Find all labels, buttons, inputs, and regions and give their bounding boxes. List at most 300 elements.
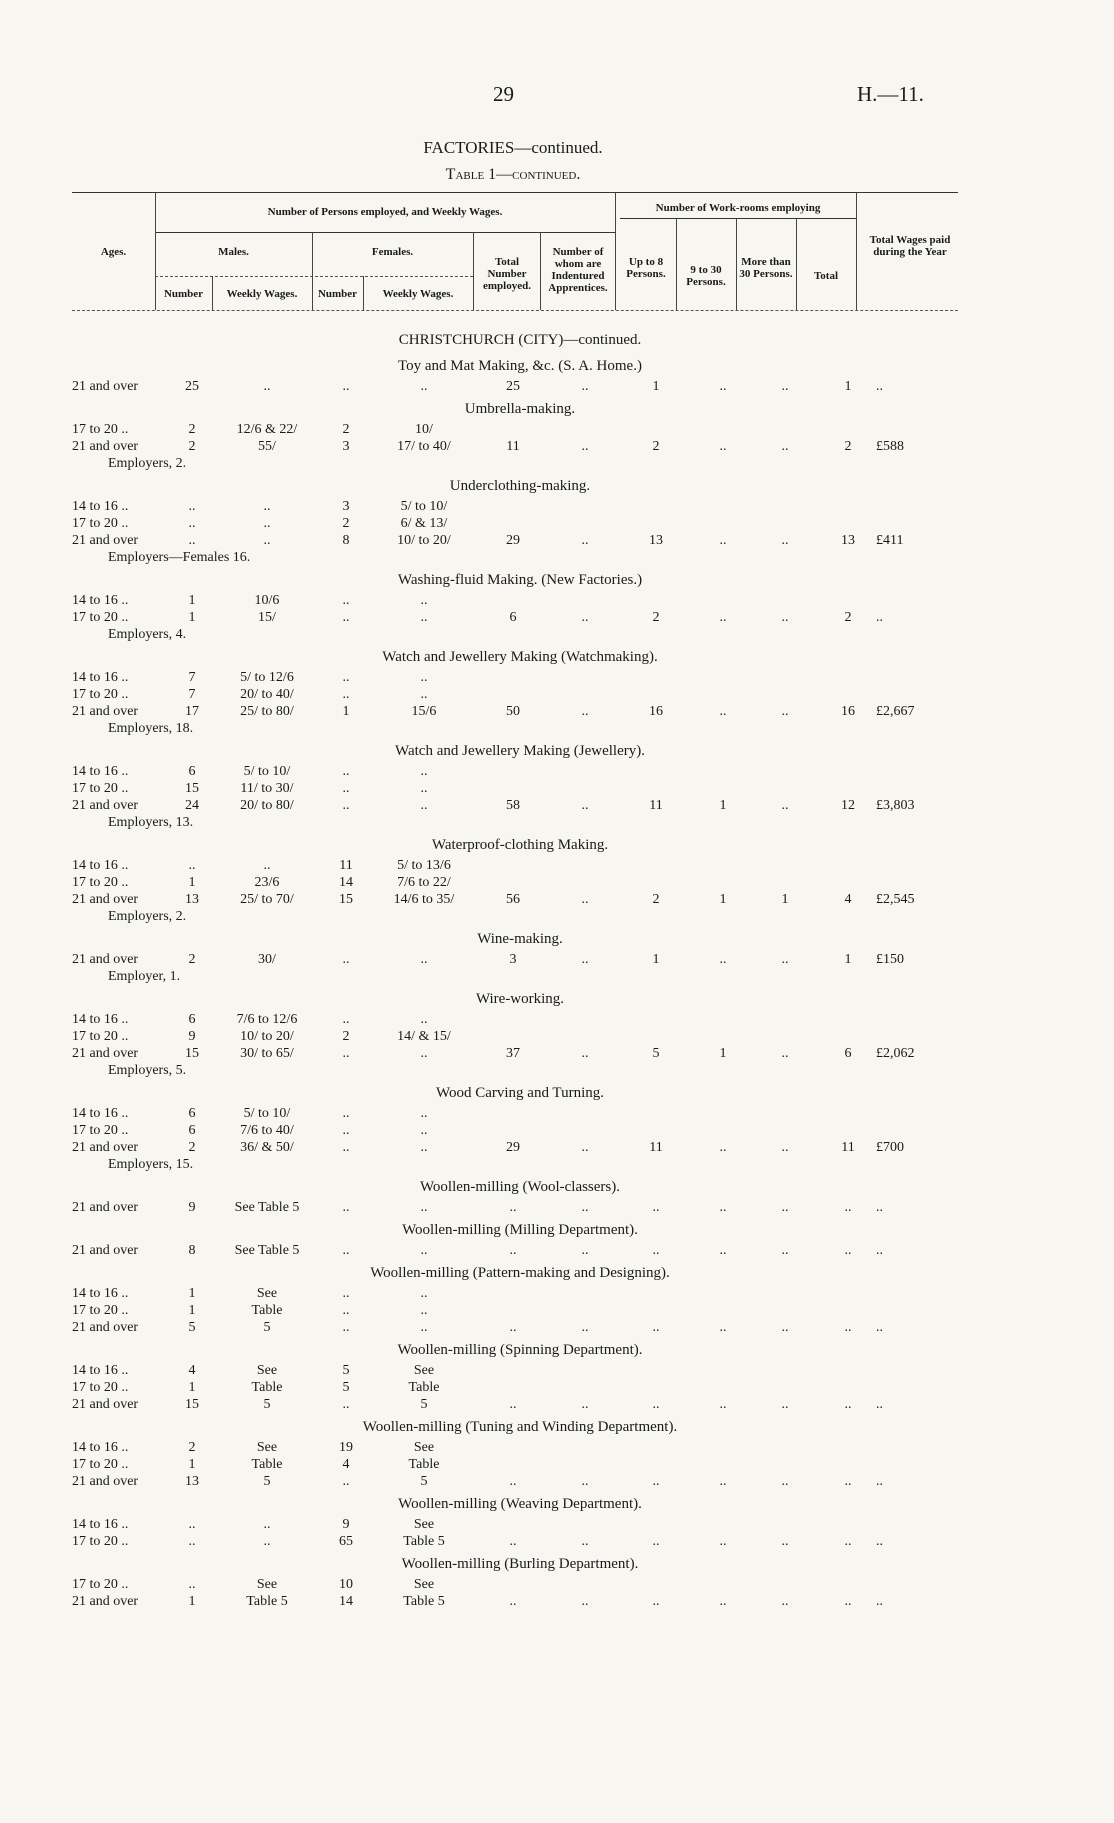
- apprentices-cell: ..: [581, 952, 589, 967]
- more-than-30-cell: ..: [781, 1594, 789, 1609]
- employers-row: [0, 1062, 1114, 1079]
- table-row: [0, 1011, 1114, 1028]
- employers-text: Employers—Females 16.: [108, 550, 251, 565]
- section-title: [0, 925, 1114, 951]
- employers-row: [0, 968, 1114, 985]
- male-wages-cell: See: [256, 1363, 278, 1378]
- total-wages-cell: ..: [876, 1397, 883, 1412]
- header-male-wages: Weekly Wages.: [226, 288, 298, 300]
- age-cell: 21 and over: [72, 1320, 139, 1335]
- female-wages-cell: ..: [420, 610, 428, 625]
- age-cell: 17 to 20 ..: [72, 1534, 129, 1549]
- female-number-cell: 3: [342, 499, 350, 514]
- female-wages-cell: Table 5: [403, 1534, 445, 1549]
- up-to-8-cell: ..: [652, 1243, 660, 1258]
- section-title-text: Woollen-milling (Wool-classers).: [419, 1179, 621, 1195]
- male-wages-cell: 30/: [258, 952, 276, 967]
- up-to-8-cell: ..: [652, 1200, 660, 1215]
- male-number-cell: 8: [188, 1243, 196, 1258]
- age-cell: 21 and over: [72, 704, 139, 719]
- female-wages-cell: ..: [420, 1243, 428, 1258]
- nine-to-30-cell: ..: [719, 952, 727, 967]
- age-cell: 14 to 16 ..: [72, 499, 129, 514]
- female-wages-cell: 14/ & 15/: [397, 1029, 451, 1044]
- header-9-to-30: 9 to 30 Persons.: [686, 264, 726, 288]
- up-to-8-cell: 5: [652, 1046, 660, 1061]
- male-number-cell: ..: [188, 533, 196, 548]
- header-males: Males.: [218, 246, 249, 258]
- male-number-cell: 15: [185, 1046, 199, 1061]
- total-employed-cell: ..: [509, 1594, 517, 1609]
- male-number-cell: 1: [188, 1594, 196, 1609]
- workrooms-total-cell: ..: [844, 1397, 852, 1412]
- male-wages-cell: 20/ to 40/: [240, 687, 294, 702]
- nine-to-30-cell: 1: [719, 1046, 727, 1061]
- table-row: [0, 797, 1114, 814]
- female-number-cell: ..: [342, 593, 350, 608]
- total-employed-cell: ..: [509, 1534, 517, 1549]
- female-number-cell: 2: [342, 516, 350, 531]
- table-row: [0, 857, 1114, 874]
- male-number-cell: 13: [185, 892, 199, 907]
- total-wages-cell: £2,545: [876, 892, 915, 907]
- section-title: [0, 1336, 1114, 1362]
- header-bottom-rule: [72, 310, 958, 311]
- male-wages-cell: 5: [263, 1474, 271, 1489]
- apprentices-cell: ..: [581, 1397, 589, 1412]
- section-title-text: Wood Carving and Turning.: [436, 1085, 604, 1101]
- age-cell: 21 and over: [72, 1243, 139, 1258]
- table-row: [0, 421, 1114, 438]
- more-than-30-cell: ..: [781, 1320, 789, 1335]
- age-cell: 17 to 20 ..: [72, 1029, 129, 1044]
- male-wages-cell: 12/6 & 22/: [236, 422, 298, 437]
- male-wages-cell: 7/6 to 40/: [240, 1123, 294, 1138]
- male-wages-cell: 55/: [258, 439, 276, 454]
- male-number-cell: 2: [188, 952, 196, 967]
- male-number-cell: 9: [188, 1200, 196, 1215]
- total-wages-cell: ..: [876, 1200, 883, 1215]
- female-wages-cell: 5/ to 13/6: [397, 858, 451, 873]
- apprentices-cell: ..: [581, 610, 589, 625]
- header-sub-rule: [155, 276, 473, 277]
- female-wages-cell: ..: [420, 379, 428, 394]
- age-cell: 14 to 16 ..: [72, 858, 129, 873]
- female-wages-cell: Table 5: [403, 1594, 445, 1609]
- header-divider: [473, 232, 474, 310]
- age-cell: 21 and over: [72, 1200, 139, 1215]
- age-cell: 14 to 16 ..: [72, 1286, 129, 1301]
- male-wages-cell: ..: [263, 516, 271, 531]
- female-number-cell: ..: [342, 1320, 350, 1335]
- female-number-cell: ..: [342, 1243, 350, 1258]
- table-row: [0, 686, 1114, 703]
- header-persons-group: Number of Persons employed, and Weekly Wages.: [267, 206, 503, 218]
- age-cell: 21 and over: [72, 1046, 139, 1061]
- total-employed-cell: 58: [506, 798, 520, 813]
- female-wages-cell: ..: [420, 593, 428, 608]
- age-cell: 14 to 16 ..: [72, 593, 129, 608]
- male-number-cell: 7: [188, 687, 196, 702]
- nine-to-30-cell: ..: [719, 610, 727, 625]
- age-cell: 17 to 20 ..: [72, 1303, 129, 1318]
- male-number-cell: 6: [188, 1123, 196, 1138]
- workrooms-total-cell: 1: [844, 379, 852, 394]
- table-row: [0, 1199, 1114, 1216]
- male-wages-cell: 5: [263, 1320, 271, 1335]
- apprentices-cell: ..: [581, 1594, 589, 1609]
- female-number-cell: 2: [342, 1029, 350, 1044]
- age-cell: 17 to 20 ..: [72, 1380, 129, 1395]
- table-row: [0, 1576, 1114, 1593]
- section-title-text: Woollen-milling (Burling Department).: [401, 1556, 639, 1572]
- header-workrooms-group: Number of Work-rooms employing: [655, 202, 821, 214]
- workrooms-total-cell: ..: [844, 1474, 852, 1489]
- total-employed-cell: 29: [506, 533, 520, 548]
- table-row: [0, 1302, 1114, 1319]
- age-cell: 17 to 20 ..: [72, 1123, 129, 1138]
- header-total-employed: Total Number employed.: [483, 256, 531, 292]
- employers-text: Employers, 4.: [108, 627, 187, 642]
- employers-text: Employers, 13.: [108, 815, 194, 830]
- female-wages-cell: ..: [420, 781, 428, 796]
- female-wages-cell: ..: [420, 670, 428, 685]
- total-employed-cell: 50: [506, 704, 520, 719]
- female-wages-cell: ..: [420, 1012, 428, 1027]
- female-wages-cell: ..: [420, 1140, 428, 1155]
- nine-to-30-cell: ..: [719, 1140, 727, 1155]
- workrooms-total-cell: ..: [844, 1534, 852, 1549]
- header-female-wages: Weekly Wages.: [382, 288, 454, 300]
- female-wages-cell: 14/6 to 35/: [393, 892, 455, 907]
- more-than-30-cell: ..: [781, 1474, 789, 1489]
- total-wages-cell: ..: [876, 1474, 883, 1489]
- female-number-cell: 4: [342, 1457, 350, 1472]
- table-row: [0, 951, 1114, 968]
- female-number-cell: 8: [342, 533, 350, 548]
- header-divider: [856, 192, 857, 310]
- female-number-cell: 9: [342, 1517, 350, 1532]
- age-cell: 14 to 16 ..: [72, 1517, 129, 1532]
- more-than-30-cell: ..: [781, 1243, 789, 1258]
- age-cell: 21 and over: [72, 439, 139, 454]
- more-than-30-cell: ..: [781, 1397, 789, 1412]
- female-number-cell: 19: [339, 1440, 353, 1455]
- total-wages-cell: £700: [876, 1140, 904, 1155]
- female-number-cell: ..: [342, 1397, 350, 1412]
- male-wages-cell: See: [256, 1577, 278, 1592]
- age-cell: 21 and over: [72, 952, 139, 967]
- header-divider: [796, 218, 797, 310]
- male-wages-cell: Table: [251, 1457, 283, 1472]
- table-row: [0, 1456, 1114, 1473]
- section-title-text: Umbrella-making.: [464, 401, 576, 417]
- more-than-30-cell: ..: [781, 439, 789, 454]
- female-wages-cell: 10/: [415, 422, 433, 437]
- header-divider: [736, 218, 737, 310]
- male-number-cell: 6: [188, 764, 196, 779]
- male-wages-cell: 5/ to 12/6: [240, 670, 294, 685]
- total-employed-cell: 29: [506, 1140, 520, 1155]
- female-wages-cell: 5/ to 10/: [400, 499, 448, 514]
- female-number-cell: ..: [342, 1474, 350, 1489]
- section-title: [0, 1173, 1114, 1199]
- total-employed-cell: 56: [506, 892, 520, 907]
- age-cell: 21 and over: [72, 1140, 139, 1155]
- table-row: [0, 609, 1114, 626]
- region-heading: CHRISTCHURCH (CITY)—continued.: [398, 332, 642, 348]
- apprentices-cell: ..: [581, 1320, 589, 1335]
- male-wages-cell: ..: [263, 499, 271, 514]
- female-number-cell: 14: [339, 1594, 353, 1609]
- header-top-rule: [72, 192, 958, 193]
- up-to-8-cell: ..: [652, 1320, 660, 1335]
- up-to-8-cell: 16: [649, 704, 663, 719]
- table-row: [0, 515, 1114, 532]
- male-number-cell: 17: [185, 704, 199, 719]
- age-cell: 21 and over: [72, 533, 139, 548]
- section-title-text: Wine-making.: [477, 931, 563, 947]
- male-number-cell: 2: [188, 1140, 196, 1155]
- table-row: [0, 1593, 1114, 1610]
- up-to-8-cell: ..: [652, 1474, 660, 1489]
- table-row: [0, 703, 1114, 720]
- male-number-cell: 1: [188, 1303, 196, 1318]
- age-cell: 14 to 16 ..: [72, 670, 129, 685]
- male-wages-cell: Table: [251, 1380, 283, 1395]
- up-to-8-cell: 11: [649, 798, 663, 813]
- table-row: [0, 438, 1114, 455]
- nine-to-30-cell: ..: [719, 704, 727, 719]
- male-number-cell: 2: [188, 439, 196, 454]
- female-wages-cell: 17/ to 40/: [397, 439, 451, 454]
- male-wages-cell: See: [256, 1286, 278, 1301]
- male-wages-cell: 25/ to 70/: [240, 892, 294, 907]
- male-number-cell: 1: [188, 1286, 196, 1301]
- employers-text: Employers, 2.: [108, 456, 187, 471]
- table-row: [0, 891, 1114, 908]
- male-wages-cell: ..: [263, 379, 271, 394]
- workrooms-rule: [620, 218, 856, 219]
- table-row: [0, 592, 1114, 609]
- female-wages-cell: 6/ & 13/: [400, 516, 448, 531]
- table-row: [0, 378, 1114, 395]
- workrooms-total-cell: 12: [841, 798, 855, 813]
- up-to-8-cell: 1: [652, 952, 660, 967]
- total-wages-cell: £3,803: [876, 798, 915, 813]
- up-to-8-cell: 2: [652, 439, 660, 454]
- table-row: [0, 763, 1114, 780]
- header-divider: [676, 218, 677, 310]
- section-title-text: Woollen-milling (Milling Department).: [402, 1222, 638, 1238]
- apprentices-cell: ..: [581, 1140, 589, 1155]
- section-title-text: Watch and Jewellery Making (Jewellery).: [395, 743, 645, 759]
- more-than-30-cell: 1: [781, 892, 789, 907]
- female-wages-cell: 7/6 to 22/: [397, 875, 451, 890]
- male-wages-cell: Table: [251, 1303, 283, 1318]
- more-than-30-cell: ..: [781, 1534, 789, 1549]
- female-number-cell: ..: [342, 610, 350, 625]
- male-number-cell: 15: [185, 781, 199, 796]
- more-than-30-cell: ..: [781, 704, 789, 719]
- male-number-cell: 1: [188, 593, 196, 608]
- male-wages-cell: 10/6: [254, 593, 280, 608]
- age-cell: 21 and over: [72, 1397, 139, 1412]
- table-row: [0, 1045, 1114, 1062]
- total-employed-cell: 11: [506, 439, 520, 454]
- table-row: [0, 1396, 1114, 1413]
- male-number-cell: 1: [188, 1380, 196, 1395]
- workrooms-total-cell: 1: [844, 952, 852, 967]
- up-to-8-cell: 11: [649, 1140, 663, 1155]
- section-title-text: Woollen-milling (Tuning and Winding Department).: [362, 1419, 678, 1435]
- table-row: [0, 532, 1114, 549]
- male-number-cell: 15: [185, 1397, 199, 1412]
- employers-row: [0, 549, 1114, 566]
- up-to-8-cell: 1: [652, 379, 660, 394]
- male-number-cell: 7: [188, 670, 196, 685]
- male-number-cell: 4: [188, 1363, 196, 1378]
- apprentices-cell: ..: [581, 798, 589, 813]
- employers-text: Employers, 5.: [108, 1063, 187, 1078]
- female-number-cell: ..: [342, 1012, 350, 1027]
- apprentices-cell: ..: [581, 1046, 589, 1061]
- section-title: [0, 1259, 1114, 1285]
- employers-text: Employers, 15.: [108, 1157, 194, 1172]
- female-wages-cell: ..: [420, 952, 428, 967]
- male-number-cell: 5: [188, 1320, 196, 1335]
- nine-to-30-cell: 1: [719, 798, 727, 813]
- total-employed-cell: ..: [509, 1474, 517, 1489]
- nine-to-30-cell: ..: [719, 1397, 727, 1412]
- table-row: [0, 1105, 1114, 1122]
- section-title: [0, 566, 1114, 592]
- female-wages-cell: Table: [408, 1457, 440, 1472]
- male-number-cell: 1: [188, 1457, 196, 1472]
- workrooms-total-cell: 2: [844, 610, 852, 625]
- age-cell: 21 and over: [72, 1594, 139, 1609]
- more-than-30-cell: ..: [781, 952, 789, 967]
- male-wages-cell: See Table 5: [234, 1200, 300, 1215]
- nine-to-30-cell: ..: [719, 533, 727, 548]
- workrooms-total-cell: ..: [844, 1243, 852, 1258]
- female-wages-cell: 15/6: [411, 704, 437, 719]
- header-total: Total: [813, 270, 839, 282]
- male-wages-cell: Table 5: [246, 1594, 288, 1609]
- up-to-8-cell: 13: [649, 533, 663, 548]
- female-number-cell: ..: [342, 687, 350, 702]
- male-number-cell: 9: [188, 1029, 196, 1044]
- section-title-text: Woollen-milling (Spinning Department).: [397, 1342, 643, 1358]
- female-number-cell: 11: [339, 858, 353, 873]
- female-wages-cell: Table: [408, 1380, 440, 1395]
- female-number-cell: ..: [342, 1046, 350, 1061]
- apprentices-cell: ..: [581, 1243, 589, 1258]
- apprentices-cell: ..: [581, 892, 589, 907]
- employers-row: [0, 455, 1114, 472]
- age-cell: 14 to 16 ..: [72, 1012, 129, 1027]
- female-wages-cell: See: [413, 1440, 435, 1455]
- female-wages-cell: 10/ to 20/: [397, 533, 451, 548]
- apprentices-cell: ..: [581, 1534, 589, 1549]
- total-employed-cell: ..: [509, 1200, 517, 1215]
- age-cell: 14 to 16 ..: [72, 1363, 129, 1378]
- female-wages-cell: ..: [420, 1123, 428, 1138]
- female-number-cell: 14: [339, 875, 353, 890]
- employers-row: [0, 814, 1114, 831]
- employers-text: Employers, 2.: [108, 909, 187, 924]
- nine-to-30-cell: ..: [719, 1320, 727, 1335]
- male-number-cell: 13: [185, 1474, 199, 1489]
- female-number-cell: ..: [342, 670, 350, 685]
- apprentices-cell: ..: [581, 533, 589, 548]
- male-number-cell: ..: [188, 499, 196, 514]
- table-body: [0, 352, 1114, 1610]
- header-divider: [540, 232, 541, 310]
- female-number-cell: 2: [342, 422, 350, 437]
- female-wages-cell: See: [413, 1363, 435, 1378]
- female-number-cell: 5: [342, 1363, 350, 1378]
- female-number-cell: ..: [342, 1140, 350, 1155]
- male-wages-cell: 11/ to 30/: [240, 781, 294, 796]
- header-group-rule: [155, 232, 615, 233]
- female-wages-cell: ..: [420, 1286, 428, 1301]
- section-title-text: Waterproof-clothing Making.: [431, 837, 609, 853]
- apprentices-cell: ..: [581, 379, 589, 394]
- section-title-text: Woollen-milling (Pattern-making and Designing).: [370, 1265, 670, 1281]
- male-wages-cell: ..: [263, 1534, 271, 1549]
- section-title-text: Washing-fluid Making. (New Factories.): [397, 572, 643, 588]
- section-title: [0, 643, 1114, 669]
- female-number-cell: 3: [342, 439, 350, 454]
- header-female-number: Number: [317, 288, 358, 300]
- workrooms-total-cell: ..: [844, 1200, 852, 1215]
- male-number-cell: 2: [188, 422, 196, 437]
- age-cell: 14 to 16 ..: [72, 1440, 129, 1455]
- nine-to-30-cell: ..: [719, 1594, 727, 1609]
- apprentices-cell: ..: [581, 704, 589, 719]
- header-male-number: Number: [163, 288, 204, 300]
- male-number-cell: ..: [188, 1577, 196, 1592]
- age-cell: 17 to 20 ..: [72, 781, 129, 796]
- male-wages-cell: ..: [263, 858, 271, 873]
- workrooms-total-cell: ..: [844, 1320, 852, 1335]
- male-wages-cell: ..: [263, 533, 271, 548]
- header-apprentices: Number of whom are Indentured Apprentices.: [548, 246, 608, 294]
- section-title: [0, 1079, 1114, 1105]
- section-title: [0, 472, 1114, 498]
- age-cell: 21 and over: [72, 798, 139, 813]
- male-wages-cell: 5/ to 10/: [243, 1106, 291, 1121]
- male-number-cell: ..: [188, 516, 196, 531]
- female-wages-cell: ..: [420, 1106, 428, 1121]
- male-wages-cell: 36/ & 50/: [240, 1140, 294, 1155]
- up-to-8-cell: 2: [652, 892, 660, 907]
- total-employed-cell: ..: [509, 1320, 517, 1335]
- female-number-cell: ..: [342, 952, 350, 967]
- female-number-cell: 1: [342, 704, 350, 719]
- section-title: [0, 985, 1114, 1011]
- employers-row: [0, 908, 1114, 925]
- total-employed-cell: 37: [506, 1046, 520, 1061]
- nine-to-30-cell: ..: [719, 379, 727, 394]
- female-number-cell: ..: [342, 1200, 350, 1215]
- female-wages-cell: ..: [420, 1303, 428, 1318]
- apprentices-cell: ..: [581, 439, 589, 454]
- age-cell: 21 and over: [72, 892, 139, 907]
- nine-to-30-cell: ..: [719, 439, 727, 454]
- male-wages-cell: 5: [263, 1397, 271, 1412]
